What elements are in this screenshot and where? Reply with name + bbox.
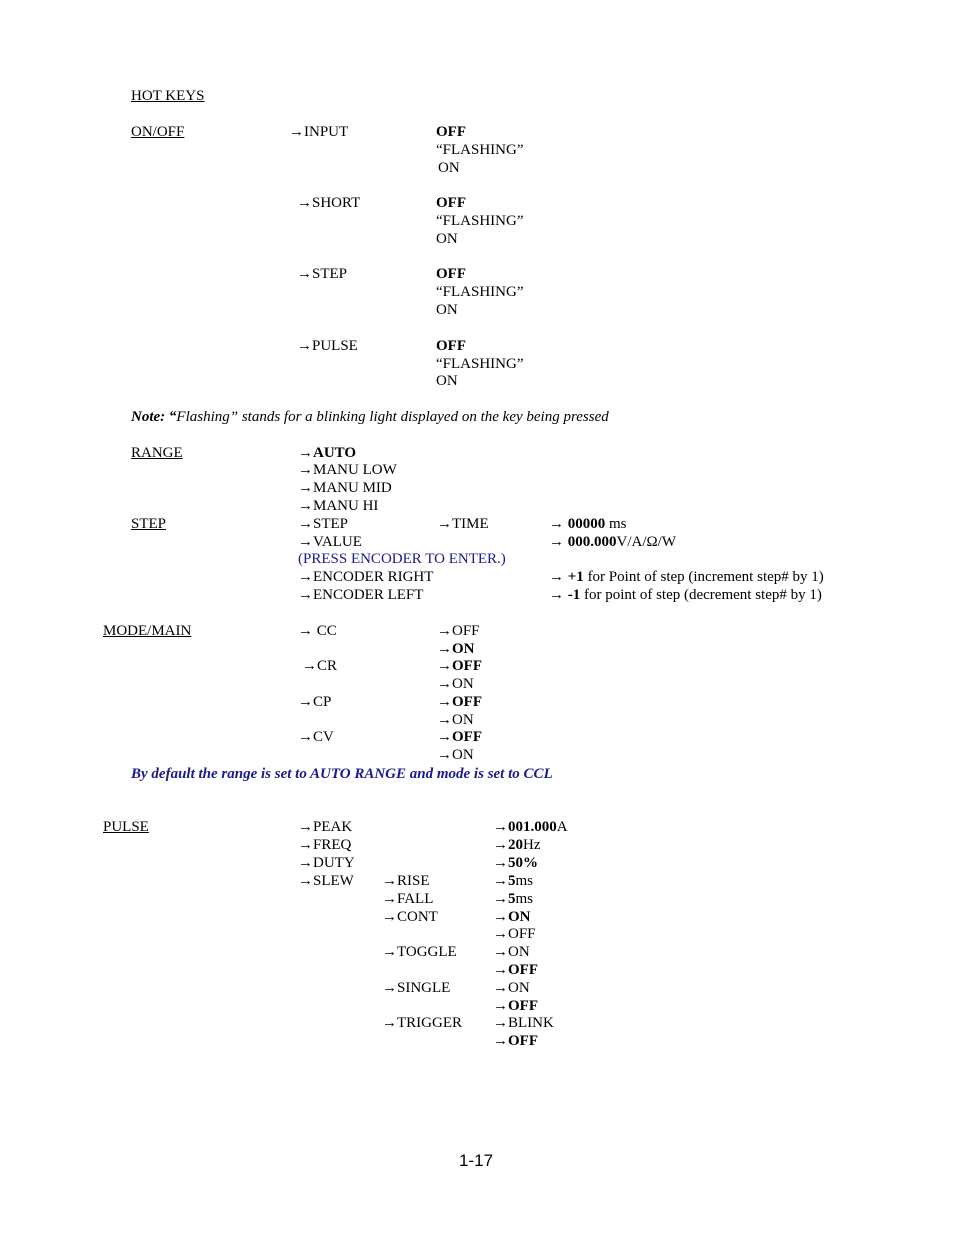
arrow-icon: → xyxy=(382,980,397,996)
arrow-icon: → xyxy=(382,873,397,889)
arrow-icon: → xyxy=(437,747,452,763)
arrow-icon: → xyxy=(298,855,313,871)
toggle-on: →ON xyxy=(493,944,530,960)
step-time-value: → 00000 ms xyxy=(549,516,627,532)
arrow-icon: → xyxy=(298,462,313,478)
arrow-icon: → xyxy=(298,819,313,835)
arrow-icon: → xyxy=(437,516,452,532)
arrow-icon: → xyxy=(493,926,508,942)
onoff-step-state-on: ON xyxy=(436,302,458,318)
pulse-item-freq: →FREQ xyxy=(298,837,352,853)
mode-cv-off: →OFF xyxy=(437,729,482,745)
arrow-icon: → xyxy=(437,658,452,674)
arrow-icon: → xyxy=(302,658,317,674)
arrow-icon: → xyxy=(298,498,313,514)
arrow-icon: → xyxy=(493,1015,508,1031)
onoff-input-state-on: ON xyxy=(438,160,460,176)
step-item-step: →STEP xyxy=(298,516,349,532)
pulse-item-duty: →DUTY xyxy=(298,855,355,871)
arrow-icon: → xyxy=(297,266,312,282)
onoff-short-state-flashing: “FLASHING” xyxy=(436,213,524,229)
cont-off: →OFF xyxy=(493,926,536,942)
step-item-value: →VALUE xyxy=(298,534,362,550)
slew-item-fall: →FALL xyxy=(382,891,434,907)
arrow-icon: → xyxy=(289,124,304,140)
step-item-encoder-left: →ENCODER LEFT xyxy=(298,587,424,603)
onoff-label: ON/OFF xyxy=(131,124,185,140)
onoff-short-key: →SHORT xyxy=(297,195,361,211)
arrow-icon: → xyxy=(493,980,508,996)
default-mode-note: By default the range is set to AUTO RANGE and mode is set to CCL xyxy=(131,766,553,782)
step-label: STEP xyxy=(131,516,167,532)
pulse-item-peak: →PEAK xyxy=(298,819,353,835)
arrow-icon: → xyxy=(298,623,313,639)
slew-item-rise: →RISE xyxy=(382,873,430,889)
onoff-step-state-off: OFF xyxy=(436,266,466,282)
single-off: →OFF xyxy=(493,998,538,1014)
press-encoder-hint: (PRESS ENCODER TO ENTER.) xyxy=(298,551,506,567)
arrow-icon: → xyxy=(437,712,452,728)
mode-cp-off: →OFF xyxy=(437,694,482,710)
arrow-icon: → xyxy=(493,909,508,925)
arrow-icon: → xyxy=(493,837,508,853)
range-item-manu-low: →MANU LOW xyxy=(298,462,397,478)
onoff-step-key: →STEP xyxy=(297,266,348,282)
arrow-icon: → xyxy=(382,1015,397,1031)
arrow-icon: → xyxy=(493,819,508,835)
pulse-freq-value: →20Hz xyxy=(493,837,541,853)
mode-cv-on: →ON xyxy=(437,747,474,763)
arrow-icon: → xyxy=(382,944,397,960)
mode-cr-on: →ON xyxy=(437,676,474,692)
onoff-input-state-flashing: “FLASHING” xyxy=(436,142,524,158)
mode-cr-off: →OFF xyxy=(437,658,482,674)
arrow-icon: → xyxy=(437,641,452,657)
trigger-off: →OFF xyxy=(493,1033,538,1049)
onoff-short-state-off: OFF xyxy=(436,195,466,211)
onoff-input-key: →INPUT xyxy=(289,124,349,140)
arrow-icon: → xyxy=(493,944,508,960)
arrow-icon: → xyxy=(437,729,452,745)
onoff-input-state-off: OFF xyxy=(436,124,466,140)
arrow-icon: → xyxy=(493,855,508,871)
arrow-icon: → xyxy=(382,909,397,925)
mode-cp-on: →ON xyxy=(437,712,474,728)
onoff-pulse-state-on: ON xyxy=(436,373,458,389)
step-item-time: →TIME xyxy=(437,516,489,532)
arrow-icon: → xyxy=(298,729,313,745)
encoder-left-desc: → -1 for point of step (decrement step# by 1) xyxy=(549,587,822,603)
range-item-manu-hi: →MANU HI xyxy=(298,498,379,514)
arrow-icon: → xyxy=(549,587,564,603)
toggle-off: →OFF xyxy=(493,962,538,978)
single-on: →ON xyxy=(493,980,530,996)
arrow-icon: → xyxy=(298,445,313,461)
range-label: RANGE xyxy=(131,445,183,461)
arrow-icon: → xyxy=(297,195,312,211)
arrow-icon: → xyxy=(437,676,452,692)
arrow-icon: → xyxy=(297,338,312,354)
pulse-peak-value: →001.000A xyxy=(493,819,568,835)
cont-on: →ON xyxy=(493,909,531,925)
arrow-icon: → xyxy=(298,694,313,710)
arrow-icon: → xyxy=(493,962,508,978)
slew-rise-value: →5ms xyxy=(493,873,534,889)
mode-item-cp: →CP xyxy=(298,694,332,710)
mode-cc-on: →ON xyxy=(437,641,475,657)
pulse-duty-value: →50% xyxy=(493,855,538,871)
slew-fall-value: →5ms xyxy=(493,891,534,907)
page-number: 1-17 xyxy=(459,1151,494,1170)
arrow-icon: → xyxy=(549,534,564,550)
arrow-icon: → xyxy=(493,873,508,889)
range-item-auto: →AUTO xyxy=(298,445,357,461)
arrow-icon: → xyxy=(549,516,564,532)
arrow-icon: → xyxy=(493,998,508,1014)
slew-item-toggle: →TOGGLE xyxy=(382,944,457,960)
arrow-icon: → xyxy=(298,534,313,550)
step-value-value: → 000.000V/A/Ω/W xyxy=(549,534,676,550)
arrow-icon: → xyxy=(298,516,313,532)
mode-cc-off: →OFF xyxy=(437,623,480,639)
arrow-icon: → xyxy=(298,480,313,496)
arrow-icon: → xyxy=(549,569,564,585)
mode-item-cr: →CR xyxy=(302,658,338,674)
mode-main-label: MODE/MAIN xyxy=(103,623,192,639)
onoff-step-state-flashing: “FLASHING” xyxy=(436,284,524,300)
slew-item-single: →SINGLE xyxy=(382,980,451,996)
arrow-icon: → xyxy=(493,1033,508,1049)
step-item-encoder-right: →ENCODER RIGHT xyxy=(298,569,434,585)
onoff-pulse-state-flashing: “FLASHING” xyxy=(436,356,524,372)
pulse-label: PULSE xyxy=(103,819,149,835)
range-item-manu-mid: →MANU MID xyxy=(298,480,392,496)
trigger-blink: →BLINK xyxy=(493,1015,554,1031)
arrow-icon: → xyxy=(382,891,397,907)
slew-item-trigger: →TRIGGER xyxy=(382,1015,462,1031)
mode-item-cc: → CC xyxy=(298,623,337,639)
mode-item-cv: →CV xyxy=(298,729,334,745)
arrow-icon: → xyxy=(437,623,452,639)
pulse-item-slew: →SLEW xyxy=(298,873,354,889)
arrow-icon: → xyxy=(493,891,508,907)
arrow-icon: → xyxy=(298,837,313,853)
encoder-right-desc: → +1 for Point of step (increment step# by 1) xyxy=(549,569,824,585)
section-title-hot-keys: HOT KEYS xyxy=(131,88,205,104)
onoff-pulse-state-off: OFF xyxy=(436,338,466,354)
onoff-pulse-key: →PULSE xyxy=(297,338,358,354)
flashing-note: Note: “Flashing” stands for a blinking light displayed on the key being pressed xyxy=(131,409,609,425)
arrow-icon: → xyxy=(298,873,313,889)
arrow-icon: → xyxy=(437,694,452,710)
slew-item-cont: →CONT xyxy=(382,909,438,925)
arrow-icon: → xyxy=(298,569,313,585)
arrow-icon: → xyxy=(298,587,313,603)
onoff-short-state-on: ON xyxy=(436,231,458,247)
